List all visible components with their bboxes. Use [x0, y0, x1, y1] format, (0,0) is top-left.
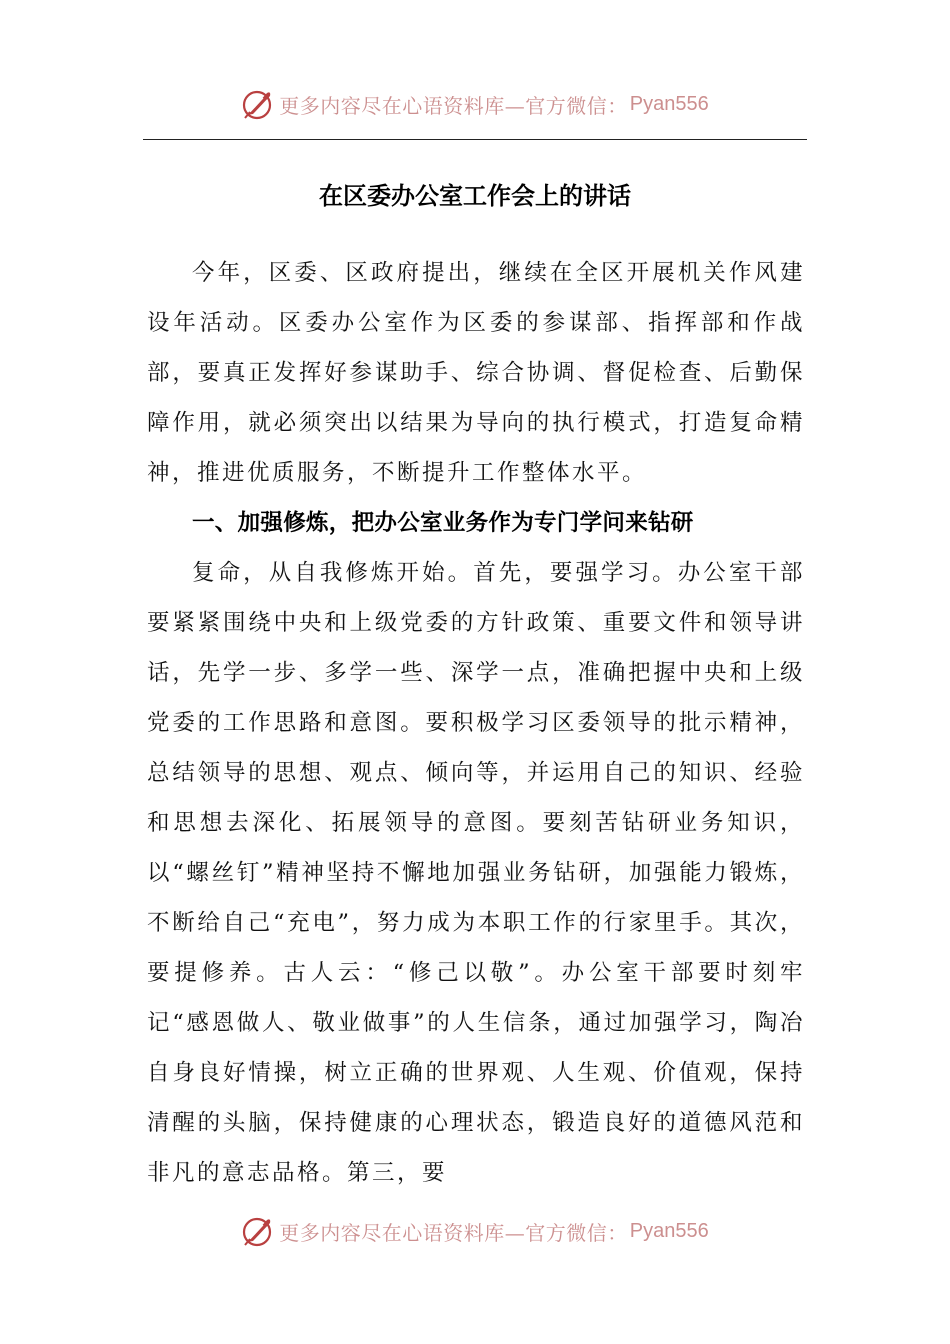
quill-logo-icon: [241, 1214, 275, 1248]
watermark-wechat-id: Pyan556: [629, 92, 709, 115]
watermark-text: 更多内容尽在心语资料库—官方微信：: [279, 93, 628, 118]
intro-paragraph: 今年，区委、区政府提出，继续在全区开展机关作风建设年活动。区委办公室作为区委的参谋部、指挥部和作战部，要真正发挥好参谋助手、综合协调、督促检查、后勤保障作用，就必须突出以结果为导向的执行模式，打造复命精神，推进优质服务，不断提升工作整体水平。: [147, 260, 805, 486]
section-paragraph: 复命，从自我修炼开始。首先，要强学习。办公室干部要紧紧围绕中央和上级党委的方针政策、重要文件和领导讲话，先学一步、多学一些、深学一点，准确把握中央和上级党委的工作思路和意图。要积极学习区委领导的批示精神，总结领导的思想、观点、倾向等，并运用自己的知识、经验和思想去深化、拓展领导的意图。要刻苦钻研业务知识，以“螺丝钉”精神坚持不懈地加强业务钻研，加强能力锻炼，不断给自己“充电”，努力成为本职工作的行家里手。其次，要提修养。古人云：“修己以敬”。办公室干部要时刻牢记“感恩做人、敬业做事”的人生信条，通过加强学习，陶冶自身良好情操，树立正确的世界观、人生观、价值观，保持清醒的头脑，保持健康的心理状态，锻造良好的道德风范和非凡的意志品格。第三，要: [147, 560, 805, 1186]
document-title: 在区委办公室工作会上的讲话: [319, 182, 631, 210]
header-watermark: [0, 84, 950, 124]
quill-logo-icon: [241, 87, 275, 121]
document-body: [147, 248, 805, 1198]
watermark-text: 更多内容尽在心语资料库—官方微信：: [279, 1220, 628, 1245]
footer-watermark: [0, 1211, 950, 1251]
watermark-wechat-id: Pyan556: [629, 1219, 709, 1242]
header-divider: [143, 139, 807, 140]
section-heading: 一、加强修炼，把办公室业务作为专门学问来钻研: [192, 510, 694, 536]
